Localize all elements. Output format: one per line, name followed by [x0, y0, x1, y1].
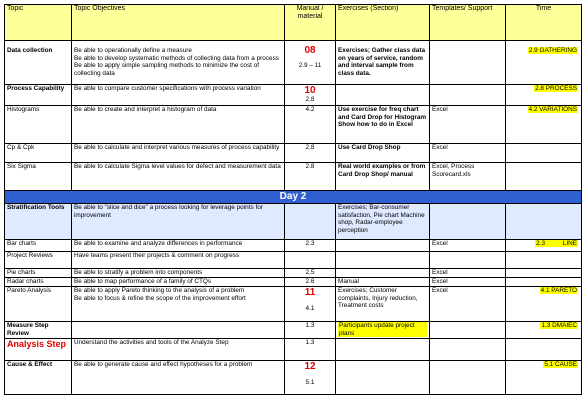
manual-cell [285, 85, 336, 106]
topic-cell: Project Reviews [5, 252, 72, 269]
table-row [5, 106, 582, 144]
curriculum-table [4, 4, 582, 395]
time-cell [506, 85, 582, 106]
manual-cell: 4.2 [285, 106, 336, 144]
header-exercises: Exercises (Section) [336, 5, 430, 41]
table-row [5, 204, 582, 240]
topic-cell: Six Sigma [5, 163, 72, 191]
templates-cell [430, 41, 506, 85]
exercises-cell: Real world examples or from Card Drop Shop/ manual [336, 163, 430, 191]
objective-line: Be able to apply simple sampling methods to minimize the cost of collecting data [74, 62, 260, 77]
topic-cell: Cp & Cpk [5, 144, 72, 163]
exercises-cell: Exercises; Customer complaints, Injury reduction, Treatment costs [336, 287, 430, 322]
time-label: 4.1 PARETO [540, 287, 577, 294]
objective-line: Be able to apply Pareto thinking to the analysis of a problem [74, 287, 245, 294]
manual-cell: 1.3 [285, 339, 336, 361]
exercises-cell [336, 240, 430, 252]
manual-cell: 2.6 [285, 278, 336, 287]
manual-cell: 2.3 [285, 240, 336, 252]
objectives-cell: Be able to examine and analyze differences in performance [72, 240, 285, 252]
header-templates: Templates/ Support [430, 5, 506, 41]
time-cell [506, 204, 582, 240]
objectives-cell: Be able to stratify a problem into components [72, 269, 285, 278]
templates-cell: Excel, Process Scorecard.xls [430, 163, 506, 191]
templates-cell [430, 322, 506, 339]
manual-pages: 4.1 [305, 305, 315, 312]
objectives-cell: Be able to "slice and dice" a process looking for leverage points for improvement [72, 204, 285, 240]
exercises-cell [336, 269, 430, 278]
time-label: 2.9 GATHERING [528, 47, 577, 54]
topic-cell: Pie charts [5, 269, 72, 278]
templates-cell [430, 85, 506, 106]
header-topic: Topic [5, 5, 72, 41]
table-row [5, 252, 582, 269]
manual-pages: 2.9 – 11 [298, 62, 322, 69]
manual-pages: 5.1 [305, 379, 315, 386]
time-cell [506, 41, 582, 85]
table-row [5, 361, 582, 395]
templates-cell: Excel [430, 269, 506, 278]
objectives-cell: Understand the activities and tools of the Analyze Step [72, 339, 285, 361]
time-cell [506, 269, 582, 278]
objectives-cell [72, 322, 285, 339]
templates-cell [430, 204, 506, 240]
table-row [5, 287, 582, 322]
exercises-cell: Manual [336, 278, 430, 287]
exercises-cell [336, 85, 430, 106]
topic-cell: Radar charts [5, 278, 72, 287]
time-label: 4.2 VARIATIONS [528, 106, 577, 113]
manual-number: 08 [304, 45, 316, 56]
time-cell [506, 252, 582, 269]
exercises-cell: Exercises; Gather class data on years of service, random and interval sample from class data. [336, 41, 430, 85]
manual-cell: 1.3 [285, 322, 336, 339]
objectives-cell: Have teams present their projects & comment on progress [72, 252, 285, 269]
objectives-cell: Be able to compare customer specifications with process variation [72, 85, 285, 106]
table-row [5, 269, 582, 278]
topic-cell: Stratification Tools [5, 204, 72, 240]
manual-cell [285, 252, 336, 269]
manual-cell [285, 41, 336, 85]
time-cell [506, 322, 582, 339]
time-label: 1.3 DMAIEC [541, 322, 577, 329]
topic-cell: Measure Step Review [5, 322, 72, 339]
time-label: 5.1 CAUSE [544, 361, 577, 368]
manual-number: 10 [304, 85, 316, 96]
curriculum-table-wrapper [4, 4, 581, 413]
topic-cell: Analysis Step [5, 339, 72, 361]
objectives-cell [72, 287, 285, 322]
table-row [5, 41, 582, 85]
day-separator-row [5, 191, 582, 204]
manual-cell: 2.8 [285, 144, 336, 163]
day-label: Day 2 [5, 191, 582, 204]
time-cell [506, 240, 582, 252]
manual-cell: 2.5 [285, 269, 336, 278]
topic-cell: Cause & Effect [5, 361, 72, 395]
objectives-cell: Be able to generate cause and effect hypotheses for a problem [72, 361, 285, 395]
table-row [5, 163, 582, 191]
table-row [5, 144, 582, 163]
topic-cell: Bar charts [5, 240, 72, 252]
templates-cell [430, 361, 506, 395]
table-row [5, 85, 582, 106]
manual-number: 12 [304, 361, 316, 372]
time-cell [506, 144, 582, 163]
table-row [5, 278, 582, 287]
table-row [5, 322, 582, 339]
table-row [5, 240, 582, 252]
objectives-cell: Be able to create and interpret a histogram of data [72, 106, 285, 144]
time-label: 2.3 LINE [536, 240, 577, 247]
manual-cell: 2.8 [285, 163, 336, 191]
objectives-cell: Be able to calculate and interpret various measures of process capability [72, 144, 285, 163]
time-cell [506, 106, 582, 144]
exercise-highlight: Participants update project plans [338, 322, 427, 337]
objective-line: Be able to focus & refine the scope of the improvement effort [74, 294, 246, 302]
manual-cell [285, 361, 336, 395]
exercises-cell [336, 361, 430, 395]
manual-cell [285, 204, 336, 240]
time-cell [506, 287, 582, 322]
templates-cell [430, 252, 506, 269]
objective-line: Be able to operationally define a measure [74, 47, 192, 54]
exercises-cell: Use Card Drop Shop [336, 144, 430, 163]
exercises-cell [336, 322, 430, 339]
objectives-cell: Be able to map performance of a family of CTQs [72, 278, 285, 287]
templates-cell: Excel [430, 287, 506, 322]
header-time: Time [506, 5, 582, 41]
time-label: 2.8 PROCESS [535, 85, 577, 92]
time-cell [506, 339, 582, 361]
time-cell [506, 361, 582, 395]
templates-cell: Excel [430, 240, 506, 252]
header-objectives: Topic Objectives [72, 5, 285, 41]
time-cell [506, 278, 582, 287]
topic-cell: Process Capability [5, 85, 72, 106]
templates-cell [430, 339, 506, 361]
manual-pages: 2.8 [305, 96, 315, 103]
exercises-cell: Use exercise for freq chart and Card Drop for Histogram Show how to do in Excel [336, 106, 430, 144]
time-cell [506, 163, 582, 191]
manual-number: 11 [304, 287, 316, 298]
table-row [5, 339, 582, 361]
objective-line: Be able to develop systematic methods of collecting data from a process [74, 54, 279, 62]
topic-cell: Pareto Analysis [5, 287, 72, 322]
manual-cell [285, 287, 336, 322]
exercises-cell [336, 339, 430, 361]
header-manual: Manual / material [285, 5, 336, 41]
topic-cell: Data collection [5, 41, 72, 85]
templates-cell: Excel [430, 144, 506, 163]
templates-cell: Excel [430, 278, 506, 287]
exercises-cell [336, 252, 430, 269]
exercises-cell: Exercises; Bar-consumer satisfaction, Pie chart Machine shop, Radar-employee perception [336, 204, 430, 240]
objectives-cell [72, 41, 285, 85]
header-row [5, 5, 582, 41]
templates-cell: Excel [430, 106, 506, 144]
topic-cell: Histograms [5, 106, 72, 144]
objectives-cell: Be able to calculate Sigma level values for defect and measurement data [72, 163, 285, 191]
